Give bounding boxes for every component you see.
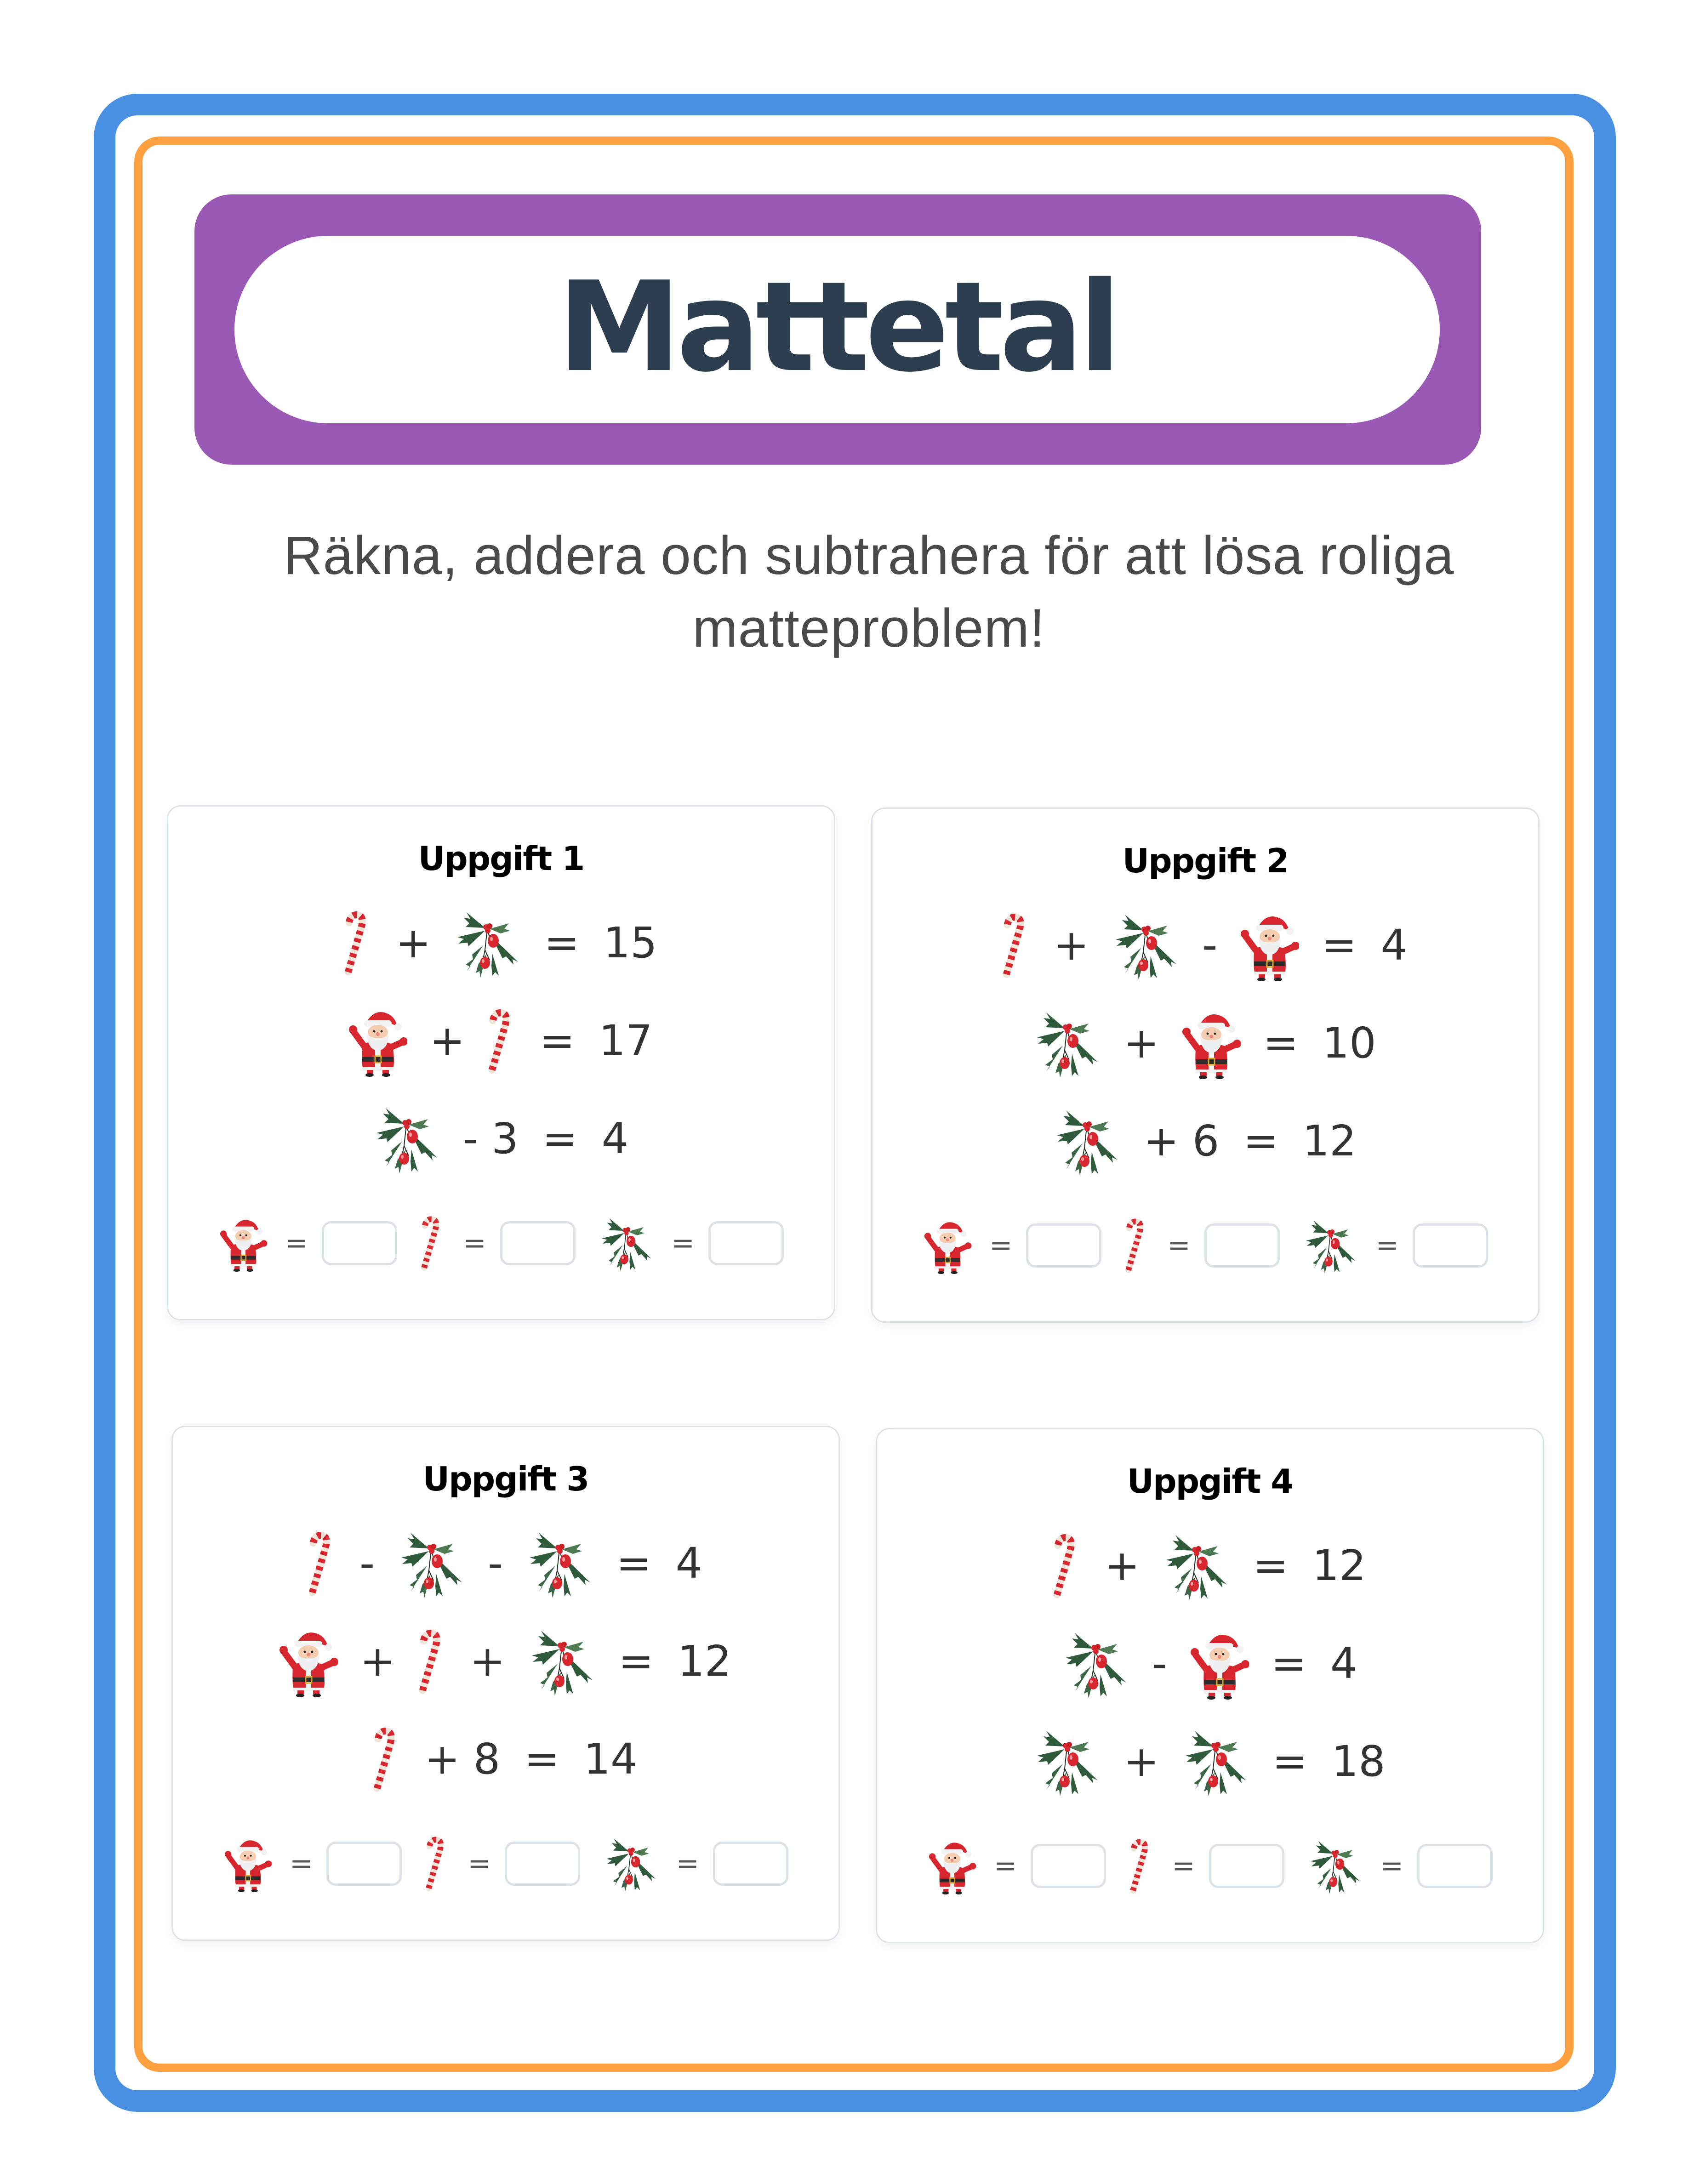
answer-item: [1129, 1837, 1284, 1895]
answer-input-box[interactable]: [500, 1221, 576, 1265]
equation-row: [173, 1720, 838, 1798]
equals-sign: =: [463, 1227, 486, 1259]
holly-icon: [1032, 1009, 1101, 1078]
holly-icon: [1032, 1727, 1101, 1796]
equation-row: [877, 1723, 1543, 1801]
answer-row: [173, 1831, 838, 1896]
holly-icon: [1181, 1727, 1250, 1796]
equals-sign: =: [676, 1848, 699, 1880]
operator: -: [488, 1539, 503, 1588]
header-banner: [194, 194, 1481, 465]
operator: - 3: [462, 1114, 519, 1163]
santa-icon: [223, 1835, 272, 1892]
equation-row: [873, 1004, 1538, 1082]
santa-icon: [927, 1837, 976, 1894]
candy-cane-icon: [1052, 1531, 1082, 1600]
holly-icon: [1162, 1531, 1231, 1600]
subtitle: [216, 519, 1522, 665]
equation-result: 4: [1380, 921, 1408, 970]
candy-cane-icon: [1124, 1217, 1150, 1274]
santa-icon: [348, 1006, 407, 1077]
task-title: Uppgift 3: [422, 1460, 589, 1498]
candy-cane-icon: [424, 1835, 450, 1893]
candy-cane-icon: [1001, 911, 1032, 980]
operator: -: [1152, 1639, 1167, 1688]
operator: +: [1123, 1018, 1159, 1068]
answer-input-box[interactable]: [322, 1221, 397, 1265]
equation-result: 4: [1330, 1639, 1357, 1688]
answer-input-box[interactable]: [1417, 1844, 1493, 1888]
holly-icon: [525, 1529, 594, 1598]
holly-icon: [1052, 1107, 1121, 1176]
operator: +: [1104, 1541, 1140, 1590]
equals-sign: =: [618, 1637, 654, 1686]
equation-row: [168, 1100, 834, 1178]
operator: + 6: [1143, 1116, 1220, 1166]
equation-row: [168, 1002, 834, 1080]
answer-item: [424, 1835, 580, 1893]
equals-sign: =: [989, 1229, 1013, 1262]
holly-icon: [1111, 911, 1180, 980]
equation-row: [873, 1102, 1538, 1180]
equals-sign: =: [468, 1848, 491, 1880]
equals-sign: =: [616, 1539, 652, 1588]
equation-row: [873, 906, 1538, 984]
equals-sign: =: [285, 1227, 308, 1259]
candy-cane-icon: [372, 1725, 402, 1794]
task-title: Uppgift 2: [1122, 842, 1289, 880]
operator: -: [1202, 921, 1218, 970]
holly-icon: [1307, 1838, 1363, 1894]
task-title: Uppgift 4: [1127, 1462, 1293, 1501]
equals-sign: =: [671, 1227, 695, 1259]
equals-sign: =: [994, 1850, 1017, 1882]
answer-item: [218, 1215, 397, 1272]
answer-item: [1302, 1217, 1488, 1274]
answer-input-box[interactable]: [1209, 1844, 1284, 1888]
task-card-1: [167, 805, 835, 1320]
subtitle-line-2: matteproblem!: [692, 598, 1045, 659]
candy-cane-icon: [343, 909, 373, 978]
equation-result: 10: [1322, 1018, 1376, 1068]
candy-cane-icon: [420, 1214, 445, 1272]
equals-sign: =: [1380, 1850, 1403, 1882]
answer-input-box[interactable]: [713, 1842, 788, 1886]
equation-result: 12: [678, 1637, 732, 1686]
santa-icon: [218, 1215, 268, 1272]
operator: -: [359, 1539, 375, 1588]
answer-item: [1124, 1217, 1279, 1274]
candy-cane-icon: [417, 1627, 448, 1696]
answer-row: [877, 1834, 1543, 1898]
equation-row: [877, 1625, 1543, 1703]
answer-item: [223, 1835, 402, 1892]
subtitle-line-1: Räkna, addera och subtrahera för att lösa roliga: [283, 525, 1454, 586]
holly-icon: [372, 1104, 441, 1173]
equation-row: [877, 1527, 1543, 1605]
equation-row: [168, 904, 834, 982]
equation-result: 4: [675, 1539, 703, 1588]
candy-cane-icon: [487, 1007, 517, 1075]
santa-icon: [923, 1217, 972, 1274]
equals-sign: =: [1167, 1229, 1191, 1262]
equation-row: [173, 1622, 838, 1701]
equation-result: 4: [601, 1114, 629, 1163]
equals-sign: =: [544, 918, 580, 967]
task-card-4: [876, 1428, 1544, 1943]
holly-icon: [453, 909, 522, 978]
equation-result: 12: [1312, 1541, 1366, 1590]
candy-cane-icon: [1129, 1837, 1154, 1895]
page-title: Mattetal: [558, 255, 1117, 399]
holly-icon: [598, 1215, 654, 1271]
equals-sign: =: [1375, 1229, 1399, 1262]
equation-result: 17: [599, 1016, 653, 1065]
equals-sign: =: [524, 1735, 560, 1784]
operator: +: [395, 918, 431, 967]
task-card-3: [171, 1426, 840, 1941]
equation-result: 15: [603, 918, 657, 967]
equals-sign: =: [1172, 1850, 1195, 1882]
answer-item: [603, 1836, 788, 1892]
answer-item: [1307, 1838, 1493, 1894]
santa-icon: [278, 1626, 338, 1697]
holly-icon: [527, 1627, 596, 1696]
header-pill: [234, 236, 1440, 423]
answer-input-box[interactable]: [1026, 1223, 1101, 1268]
answer-input-box[interactable]: [1204, 1223, 1280, 1268]
equals-sign: =: [1263, 1018, 1299, 1068]
answer-input-box[interactable]: [505, 1842, 580, 1886]
answer-input-box[interactable]: [1031, 1844, 1106, 1888]
equals-sign: =: [1253, 1541, 1289, 1590]
equation-result: 18: [1331, 1737, 1386, 1786]
task-title: Uppgift 1: [418, 839, 584, 878]
holly-icon: [1061, 1629, 1130, 1698]
task-card-2: [871, 808, 1540, 1323]
operator: +: [429, 1016, 465, 1065]
santa-icon: [1189, 1628, 1249, 1700]
answer-item: [923, 1217, 1101, 1274]
operator: + 8: [424, 1735, 501, 1784]
holly-icon: [603, 1836, 659, 1892]
candy-cane-icon: [307, 1529, 337, 1598]
equals-sign: =: [1321, 921, 1357, 970]
equals-sign: =: [542, 1114, 578, 1163]
answer-row: [873, 1213, 1538, 1278]
equals-sign: =: [539, 1016, 575, 1065]
operator: +: [1123, 1737, 1159, 1786]
answer-row: [168, 1211, 834, 1275]
santa-icon: [1239, 910, 1299, 981]
answer-item: [598, 1215, 784, 1271]
operator: +: [469, 1637, 505, 1686]
equation-result: 12: [1302, 1116, 1357, 1166]
equals-sign: =: [1272, 1737, 1308, 1786]
operator: +: [359, 1637, 395, 1686]
answer-item: [420, 1214, 575, 1272]
operator: +: [1054, 921, 1089, 970]
santa-icon: [1181, 1008, 1241, 1079]
equals-sign: =: [290, 1848, 313, 1880]
answer-input-box[interactable]: [708, 1221, 784, 1265]
answer-input-box[interactable]: [1413, 1223, 1488, 1268]
holly-icon: [1302, 1217, 1358, 1274]
holly-icon: [397, 1529, 466, 1598]
answer-item: [927, 1837, 1106, 1894]
equation-result: 14: [583, 1735, 638, 1784]
answer-input-box[interactable]: [326, 1842, 402, 1886]
equation-row: [173, 1524, 838, 1603]
equals-sign: =: [1243, 1116, 1279, 1166]
equals-sign: =: [1271, 1639, 1306, 1688]
